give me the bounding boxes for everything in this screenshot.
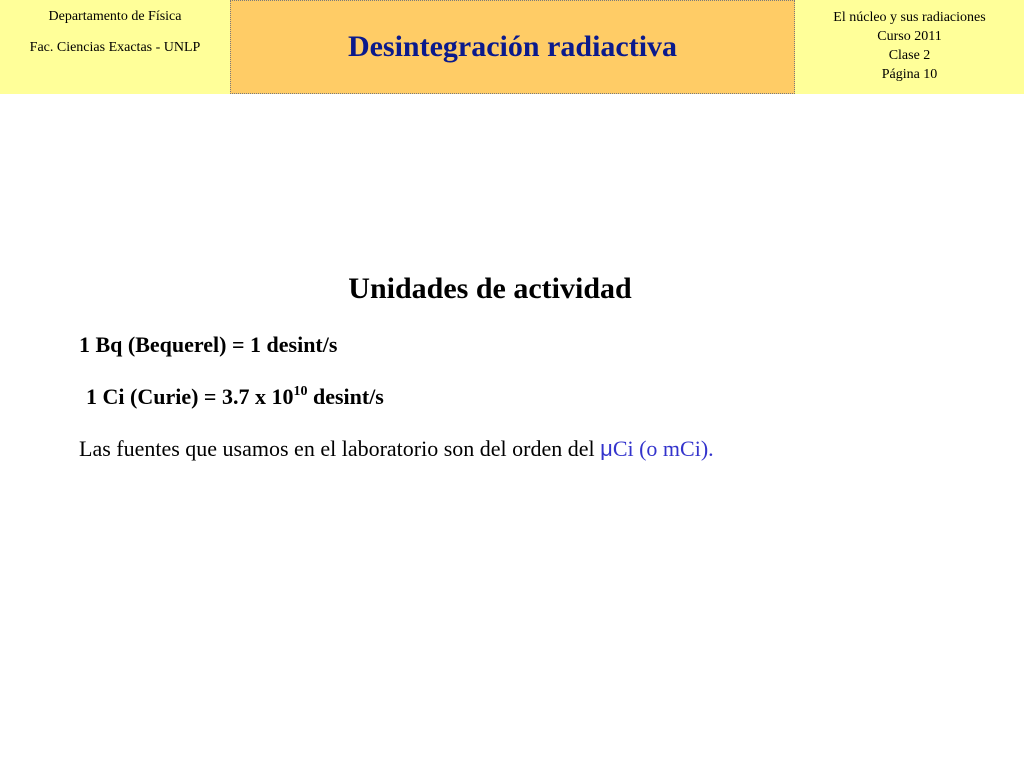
course-year-label: Curso 2011	[877, 29, 942, 44]
course-topic-label: El núcleo y sus radiaciones	[833, 10, 986, 25]
page-number-label: Página 10	[881, 67, 938, 82]
lab-sources-units: Ci (o mCi).	[612, 436, 714, 461]
curie-definition-base: 1 Ci (Curie) = 3.7 x 10	[86, 384, 294, 409]
curie-definition	[86, 384, 384, 410]
header-right-panel	[795, 0, 1024, 94]
slide-content	[0, 94, 1024, 768]
curie-exponent: 10	[293, 384, 308, 399]
becquerel-definition: 1 Bq (Bequerel) = 1 desint/s	[79, 332, 338, 357]
class-number-label: Clase 2	[888, 48, 931, 63]
lab-sources-note	[79, 436, 714, 462]
curie-definition-unit: desint/s	[307, 384, 384, 409]
header-title-panel	[230, 0, 795, 94]
department-label: Departamento de Física	[48, 9, 182, 24]
micro-symbol: μ	[600, 436, 613, 461]
page-title: Desintegración radiactiva	[347, 30, 678, 63]
header-left-panel	[0, 0, 230, 94]
section-title: Unidades de actividad	[348, 272, 632, 305]
faculty-label: Fac. Ciencias Exactas - UNLP	[29, 40, 201, 55]
lab-sources-text: Las fuentes que usamos en el laboratorio son del orden del	[79, 436, 601, 461]
